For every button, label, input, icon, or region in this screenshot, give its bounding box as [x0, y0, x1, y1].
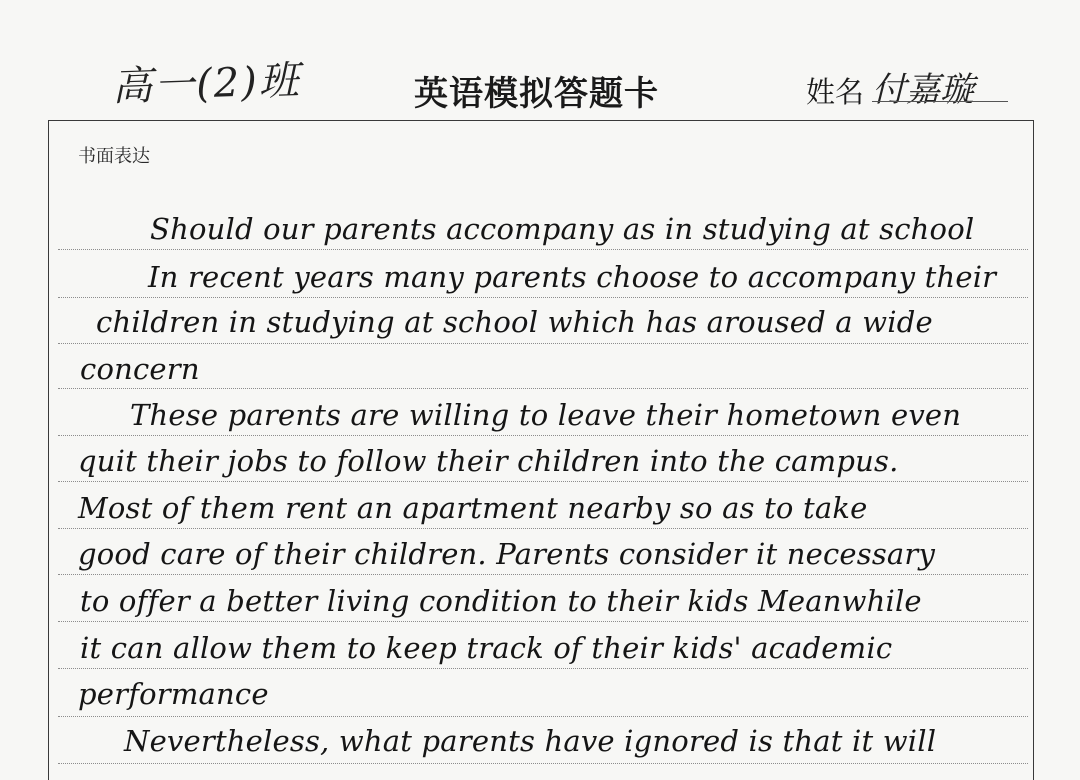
ruled-line: [58, 297, 1028, 298]
essay-line: children in studying at school which has aroused a wide: [96, 305, 933, 339]
essay-line: to offer a better living condition to their kids Meanwhile: [80, 584, 922, 618]
ruled-line: [58, 574, 1028, 575]
name-label: 姓名: [806, 75, 865, 109]
class-name-handwritten: 高一(2)班: [111, 57, 302, 111]
ruled-line: [58, 481, 1028, 482]
name-underline: [872, 101, 1008, 102]
section-label: 书面表达: [78, 146, 150, 167]
ruled-line: [58, 388, 1028, 389]
essay-line: Nevertheless, what parents have ignored is that it will: [124, 724, 937, 758]
sheet-title: 英语模拟答题卡: [414, 74, 659, 114]
ruled-line: [58, 249, 1028, 250]
essay-line: Should our parents accompany as in studying at school: [150, 212, 975, 246]
ruled-line: [58, 716, 1028, 717]
essay-line: concern: [80, 352, 200, 386]
essay-line: In recent years many parents choose to accompany their: [148, 260, 997, 294]
ruled-line: [58, 621, 1028, 622]
ruled-line: [58, 668, 1028, 669]
ruled-line: [58, 343, 1028, 344]
ruled-line: [58, 435, 1028, 436]
student-name-handwritten: 付嘉璇: [872, 70, 974, 110]
essay-line: it can allow them to keep track of their kids' academic: [80, 631, 893, 665]
essay-line: quit their jobs to follow their children into the campus.: [78, 444, 899, 478]
essay-line: These parents are willing to leave their hometown even: [130, 398, 962, 432]
essay-line: good care of their children. Parents consider it necessary: [78, 537, 936, 571]
essay-line: Most of them rent an apartment nearby so as to take: [78, 491, 868, 525]
ruled-line: [58, 763, 1028, 764]
ruled-line: [58, 528, 1028, 529]
essay-line: performance: [78, 677, 269, 711]
